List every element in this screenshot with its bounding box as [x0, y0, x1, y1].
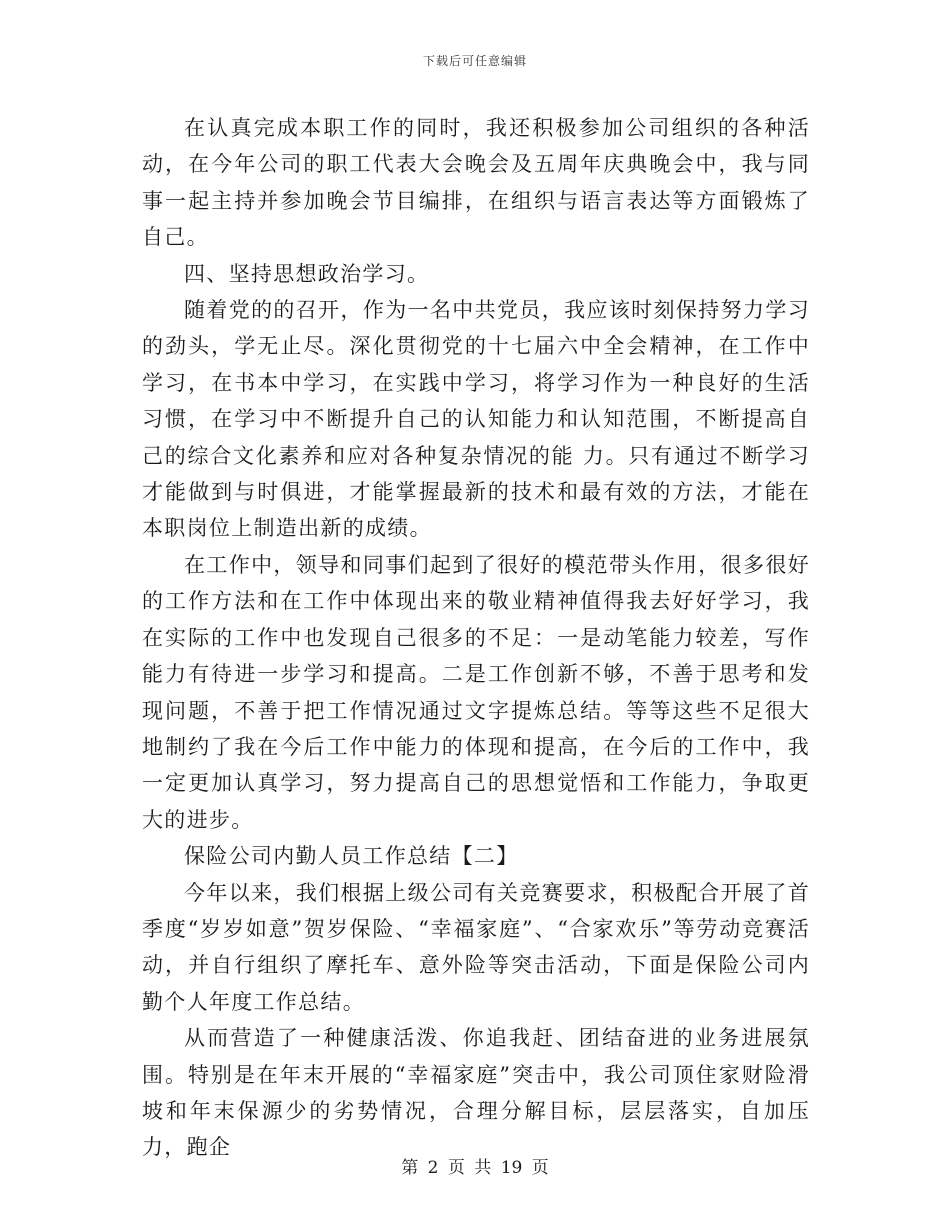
paragraph-study: 随着党的的召开，作为一名中共党员，我应该时刻保持努力学习的劲头，学无止尽。深化贯彻党的十七届六中全会精神，在工作中学习，在书本中学习，在实践中学习，将学习作为一种良好的生活习惯，在学习中不断提升自己的认知能力和认知范围，不断提高自己的综合文化素养和应对各种复杂情况的能 力。只有通过不断学习才能做到与时俱进，才能掌握最新的技术和最有效的方法，才能在本职岗位上制造出新的成绩。 [142, 298, 810, 541]
page-number-footer: 第 2 页 共 19 页 [401, 1158, 549, 1178]
paragraph-competitions: 今年以来，我们根据上级公司有关竞赛要求，积极配合开展了首季度“岁岁如意”贺岁保险、“幸福家庭”、“合家欢乐”等劳动竞赛活动，并自行组织了摩托车、意外险等突击活动，下面是保险公司内勤个人年度工作总结。 [142, 880, 810, 1014]
paragraph-activities: 在认真完成本职工作的同时，我还积极参加公司组织的各种活动，在今年公司的职工代表大会晚会及五周年庆典晚会中，我与同事一起主持并参加晚会节目编排，在组织与语言表达等方面锻炼了自己。 [142, 116, 810, 250]
section-heading-political-study: 四、坚持思想政治学习。 [184, 261, 430, 286]
paragraph-shortcomings: 在工作中，领导和同事们起到了很好的模范带头作用，很多很好的工作方法和在工作中体现出来的敬业精神值得我去好好学习，我在实际的工作中也发现自己很多的不足：一是动笔能力较差，写作能力有待进一步学习和提高。二是工作创新不够，不善于思考和发现问题，不善于把工作情况通过文字提炼总结。等等这些不足很大地制约了我在今后工作中能力的体现和提高，在今后的工作中，我一定更加认真学习，努力提高自己的思想觉悟和工作能力，争取更大的进步。 [142, 552, 810, 832]
document-body [142, 110, 810, 1166]
page-header: 下载后可任意编辑 [422, 54, 527, 68]
paragraph-atmosphere: 从而营造了一种健康活泼、你追我赶、团结奋进的业务进展氛围。特别是在年末开展的“幸福家庭”突击中，我公司顶住家财险滑坡和年末保源少的劣势情况，合理分解目标，层层落实，自加压力，跑企 [142, 1026, 810, 1160]
section-title-summary-two: 保险公司内勤人员工作总结【二】 [184, 844, 519, 869]
